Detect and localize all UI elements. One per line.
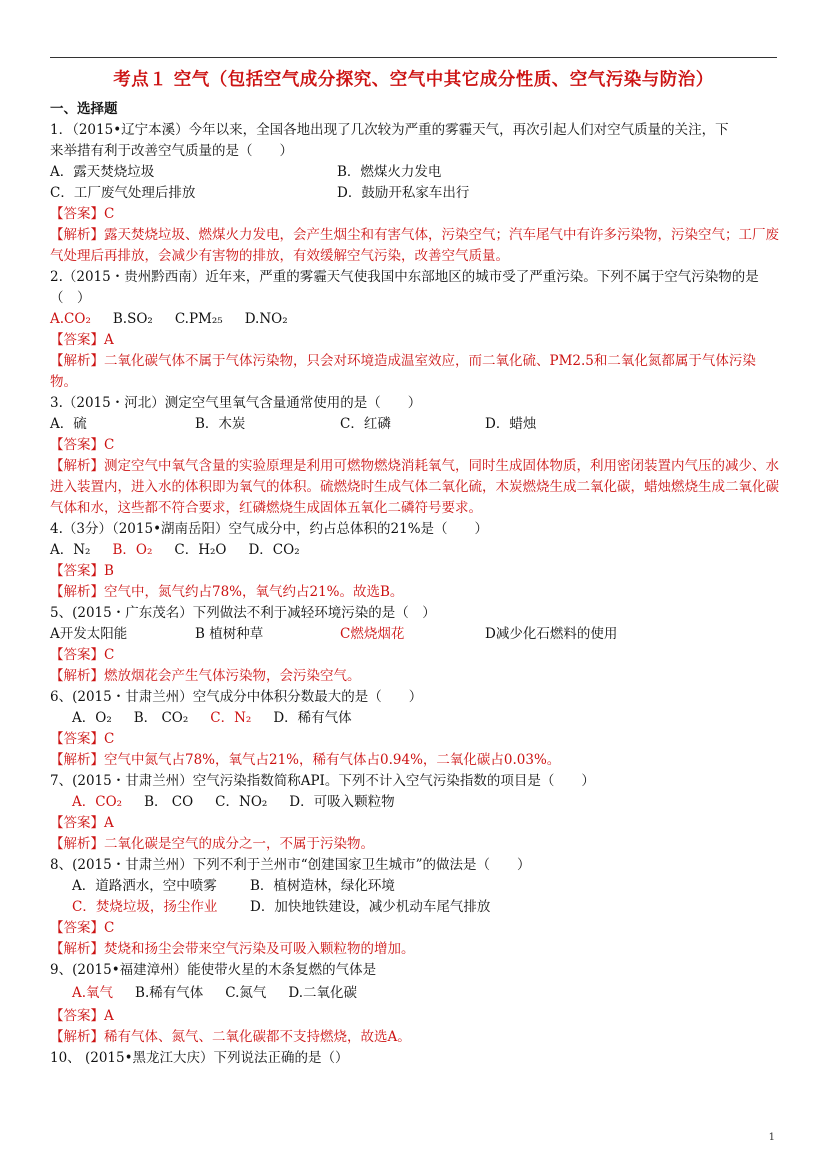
option-b: B． CO bbox=[144, 794, 194, 810]
question-3 bbox=[50, 393, 780, 519]
analysis: 【解析】空气中，氮气约占78%，氧气约占21%。故选B。 bbox=[50, 584, 404, 600]
header-rule bbox=[50, 57, 777, 58]
question-stem: 10、 (2015•黑龙江大庆）下列说法正确的是（） bbox=[50, 1050, 349, 1066]
answer: 【答案】C bbox=[50, 437, 115, 453]
answer: 【答案】C bbox=[50, 731, 115, 747]
options-row bbox=[50, 981, 780, 1006]
option-b: B． CO₂ bbox=[133, 710, 189, 726]
option-b: B.稀有气体 bbox=[135, 985, 204, 1001]
answer: 【答案】A bbox=[50, 1008, 114, 1024]
option-d: D.二氧化碳 bbox=[288, 985, 358, 1001]
option-c: C燃烧烟花 bbox=[340, 626, 405, 642]
analysis: 【解析】稀有气体、氮气、二氧化碳都不支持燃烧，故选A。 bbox=[50, 1029, 411, 1045]
option-b: B．木炭 bbox=[195, 416, 246, 432]
question-stem: 1．（2015•辽宁本溪）今年以来，全国各地出现了几次较为严重的雾霾天气，再次引起人们对空气质量的关注，下 bbox=[50, 122, 729, 138]
section-heading: 一、选择题 bbox=[50, 101, 118, 117]
option-b: B 植树种草 bbox=[195, 626, 264, 642]
question-stem: 6、(2015・甘肃兰州）空气成分中体积分数最大的是（ ） bbox=[50, 689, 423, 705]
question-stem: 7、(2015・甘肃兰州）空气污染指数简称API。下列不计入空气污染指数的项目是（ ） bbox=[50, 773, 595, 789]
question-6 bbox=[50, 687, 780, 771]
option-d: D减少化石燃料的使用 bbox=[485, 626, 618, 642]
question-7 bbox=[50, 771, 780, 855]
options-row bbox=[50, 897, 780, 918]
options-row bbox=[50, 309, 780, 330]
answer: 【答案】B bbox=[50, 563, 114, 579]
option-c: C．工厂废气处理后排放 bbox=[50, 185, 196, 201]
analysis: 【解析】露天焚烧垃圾、燃煤火力发电，会产生烟尘和有害气体，污染空气；汽车尾气中有许多污染物，污染空气；工厂废气处理后再排放，会减少有害物的排放，有效缓解空气污染，改善空气质量。 bbox=[50, 227, 779, 264]
question-2 bbox=[50, 267, 780, 393]
document-body bbox=[50, 98, 780, 1069]
options-row bbox=[50, 708, 780, 729]
analysis: 【解析】测定空气中氧气含量的实验原理是利用可燃物燃烧消耗氧气，同时生成固体物质，利用密闭装置内气压的减少、水进入装置内，进入水的体积即为氧气的体积。硫燃烧时生成气体二氧化硫，木炭燃烧生成二氧化碳，蜡烛燃烧生成二氧化碳气体和水，这些都不符合要求，红磷燃烧生成固体五氧化二磷符号要求。 bbox=[50, 458, 779, 516]
question-5 bbox=[50, 603, 780, 687]
option-a: A．露天焚烧垃圾 bbox=[50, 164, 155, 180]
options-row bbox=[50, 624, 780, 645]
option-a: A开发太阳能 bbox=[50, 626, 128, 642]
analysis: 【解析】焚烧和扬尘会带来空气污染及可吸入颗粒物的增加。 bbox=[50, 941, 415, 957]
page-title: 考点１ 空气（包括空气成分探究、空气中其它成分性质、空气污染与防治） bbox=[113, 70, 714, 90]
answer: 【答案】A bbox=[50, 332, 114, 348]
option-b: B.SO₂ bbox=[112, 311, 153, 327]
option-c: C．H₂O bbox=[174, 542, 227, 558]
option-d: D．稀有气体 bbox=[273, 710, 352, 726]
question-stem: 来举措有利于改善空气质量的是（ ） bbox=[50, 143, 293, 159]
options-row bbox=[50, 792, 780, 813]
option-d: D.NO₂ bbox=[244, 311, 288, 327]
option-a: A．CO₂ bbox=[72, 794, 123, 810]
analysis: 【解析】燃放烟花会产生气体污染物，会污染空气。 bbox=[50, 668, 361, 684]
option-c: C.PM₂₅ bbox=[174, 311, 223, 327]
question-stem: 5、(2015・广东茂名）下列做法不利于减轻环境污染的是（ ） bbox=[50, 605, 436, 621]
option-b: B．植树造林，绿化环境 bbox=[250, 878, 395, 894]
answer: 【答案】A bbox=[50, 815, 114, 831]
question-10 bbox=[50, 1048, 780, 1069]
option-a: A.氧气 bbox=[72, 985, 114, 1001]
question-8 bbox=[50, 855, 780, 960]
option-a: A.CO₂ bbox=[50, 311, 91, 327]
answer: 【答案】C bbox=[50, 647, 115, 663]
options-row bbox=[50, 540, 780, 561]
question-stem: 3.（2015・河北）测定空气里氧气含量通常使用的是（ ） bbox=[50, 395, 422, 411]
options-row bbox=[50, 876, 780, 897]
analysis: 【解析】二氧化碳是空气的成分之一，不属于污染物。 bbox=[50, 836, 374, 852]
option-d: D．鼓励开私家车出行 bbox=[337, 185, 470, 201]
question-1 bbox=[50, 120, 780, 267]
option-c: C．红磷 bbox=[340, 416, 391, 432]
option-d: D．蜡烛 bbox=[485, 416, 537, 432]
analysis: 【解析】二氧化碳气体不属于气体污染物，只会对环境造成温室效应，而二氧化硫、PM2.5和二氧化氮都属于气体污染物。 bbox=[50, 353, 756, 390]
option-a: A．道路洒水，空中喷雾 bbox=[72, 878, 217, 894]
question-stem: 4.（3分）（2015•湖南岳阳）空气成分中，约占总体积的21%是（ ） bbox=[50, 521, 489, 537]
answer: 【答案】C bbox=[50, 206, 115, 222]
question-9 bbox=[50, 960, 780, 1048]
options-row bbox=[50, 162, 780, 183]
analysis: 【解析】空气中氮气占78%，氧气占21%，稀有气体占0.94%，二氧化碳占0.03%。 bbox=[50, 752, 561, 768]
page-number: 1 bbox=[768, 1132, 775, 1143]
question-stem: 2.（2015・贵州黔西南）近年来，严重的雾霾天气使我国中东部地区的城市受了严重污染。下列不属于空气污染物的是（ ） bbox=[50, 269, 759, 306]
question-4 bbox=[50, 519, 780, 603]
option-a: A．N₂ bbox=[50, 542, 91, 558]
options-row bbox=[50, 414, 780, 435]
option-a: A．硫 bbox=[50, 416, 87, 432]
options-row bbox=[50, 183, 780, 204]
option-c: C．焚烧垃圾，扬尘作业 bbox=[72, 899, 218, 915]
option-d: D．加快地铁建设，减少机动车尾气排放 bbox=[250, 899, 491, 915]
question-stem: 8、(2015・甘肃兰州）下列不利于兰州市“创建国家卫生城市”的做法是（ ） bbox=[50, 857, 531, 873]
option-c: C．NO₂ bbox=[215, 794, 268, 810]
option-c: C.氮气 bbox=[225, 985, 267, 1001]
option-c: C．N₂ bbox=[210, 710, 252, 726]
option-b: B．O₂ bbox=[112, 542, 153, 558]
option-d: D．可吸入颗粒物 bbox=[289, 794, 395, 810]
question-stem: 9、(2015•福建漳州）能使带火星的木条复燃的气体是 bbox=[50, 962, 377, 978]
option-d: D．CO₂ bbox=[248, 542, 300, 558]
option-a: A．O₂ bbox=[72, 710, 112, 726]
answer: 【答案】C bbox=[50, 920, 115, 936]
option-b: B．燃煤火力发电 bbox=[337, 164, 442, 180]
